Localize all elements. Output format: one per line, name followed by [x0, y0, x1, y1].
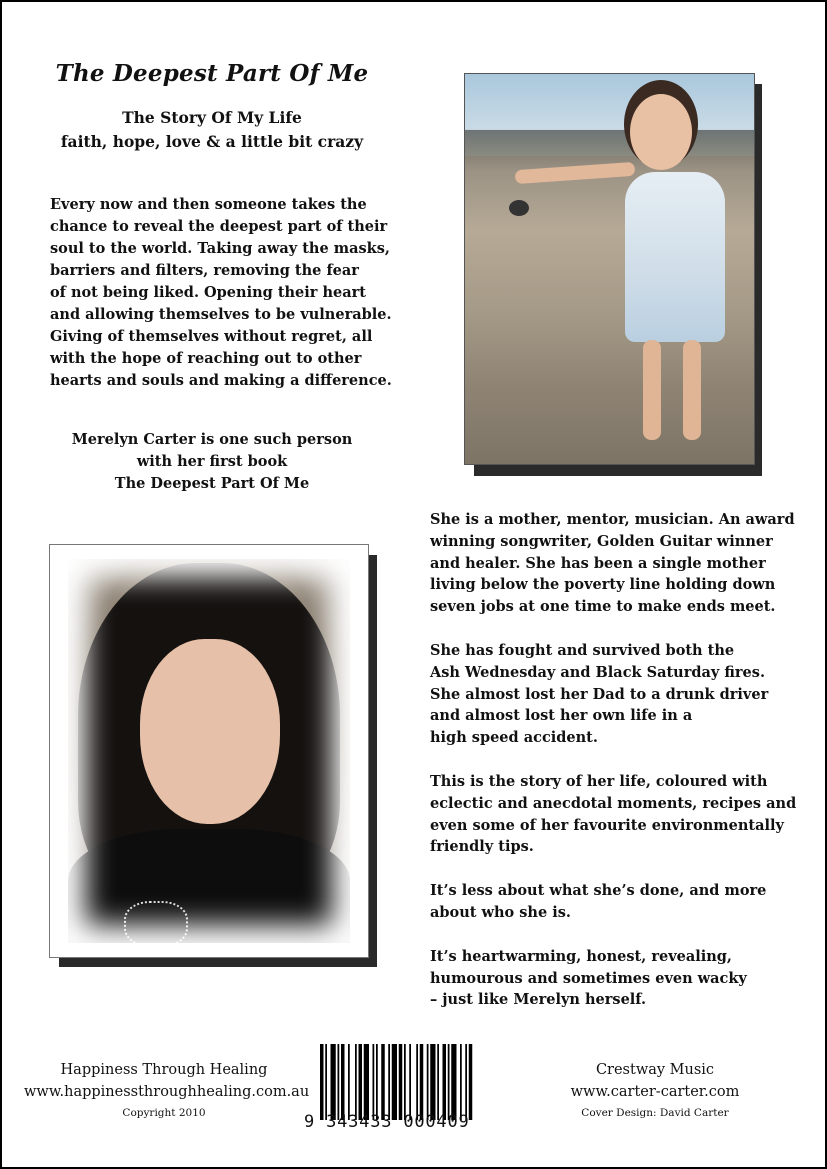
- publisher-left: [24, 1059, 310, 1123]
- publisher-right-url: www.carter-carter.com: [570, 1084, 740, 1100]
- photo-child-leg: [643, 340, 661, 440]
- publisher-left-name: Happiness Through Healing: [60, 1062, 268, 1078]
- barcode-digits: 9 343433 000409: [304, 1112, 470, 1132]
- book-subtitle: [32, 106, 392, 154]
- copyright-text: Copyright 2010: [122, 1107, 206, 1119]
- intro-paragraph: Every now and then someone takes the chance to reveal the deepest part of their soul to the world. Taking away the masks, barriers and filters, removing the fear of not being liked. Opening their heart and allowing themselves to be vulnerable. Giving of themselves without regret, all with the hope of reaching out to other hearts and souls and making a difference.: [50, 196, 392, 389]
- photo-child-head: [630, 94, 692, 170]
- author-bio: [430, 509, 810, 1033]
- portrait-image: [68, 559, 350, 943]
- publisher-right: [550, 1059, 760, 1123]
- bio-paragraph: It’s less about what she’s done, and more about who she is.: [430, 882, 767, 921]
- photo-child-arm: [515, 162, 636, 184]
- portrait-vignette: [68, 559, 350, 943]
- book-title: The Deepest Part Of Me: [55, 60, 369, 87]
- author-book-note: Merelyn Carter is one such person with her first book The Deepest Part Of Me: [71, 431, 353, 492]
- bio-paragraph: It’s heartwarming, honest, revealing, humourous and sometimes even wacky – just like Merelyn herself.: [430, 947, 747, 1009]
- child-beach-photo: [464, 73, 755, 465]
- photo-crab: [509, 200, 529, 216]
- photo-sea: [465, 130, 754, 156]
- bio-paragraph: She has fought and survived both the Ash Wednesday and Black Saturday fires. She almost lost her Dad to a drunk driver and almost lost her own life in a high speed accident.: [430, 641, 769, 747]
- subtitle-line-2: faith, hope, love & a little bit crazy: [60, 132, 364, 151]
- subtitle-line-1: The Story Of My Life: [122, 108, 302, 127]
- publisher-left-url: www.happinessthroughhealing.com.au: [24, 1084, 310, 1100]
- bio-paragraph: This is the story of her life, coloured with eclectic and anecdotal moments, recipes and even some of her favourite environmentally friendly tips.: [430, 772, 797, 856]
- photo-child-leg: [683, 340, 701, 440]
- barcode-icon: [320, 1044, 516, 1120]
- photo-child-dress: [625, 172, 725, 342]
- cover-design-credit: Cover Design: David Carter: [581, 1107, 729, 1119]
- bio-paragraph: She is a mother, mentor, musician. An award winning songwriter, Golden Guitar winner and healer. She has been a single mother living below the poverty line holding down seven jobs at one time to make ends meet.: [430, 511, 795, 616]
- author-portrait-photo: [49, 544, 369, 958]
- publisher-right-name: Crestway Music: [595, 1062, 715, 1078]
